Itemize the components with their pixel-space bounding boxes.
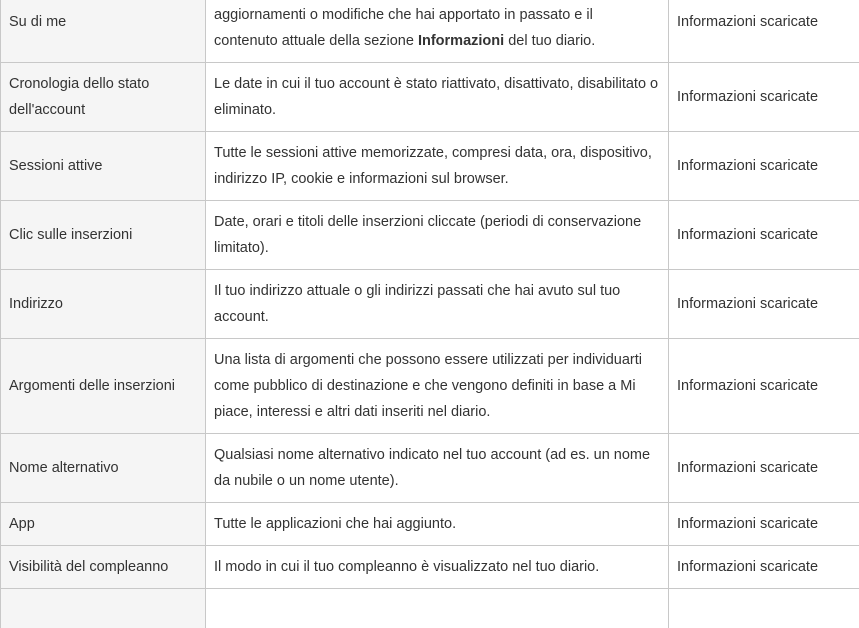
row-name-cell [1,0,206,63]
row-desc-line: del tuo diario. [504,33,596,49]
row-name-cell [1,503,206,546]
table-row [1,0,859,63]
row-status: Informazioni scaricate [677,460,819,476]
row-desc-cell [206,434,669,503]
row-name: Nome alternativo [9,460,119,476]
table-row [1,503,859,546]
row-status-cell [669,589,859,628]
row-name-cell [1,132,206,201]
table-row [1,201,859,270]
row-status: Informazioni scaricate [677,559,819,575]
row-status: Informazioni scaricate [677,296,819,312]
row-desc: Le date in cui il tuo account è stato riattivato, disattivato, disabilitato o eliminato. [214,76,659,118]
row-desc: Tutte le sessioni attive memorizzate, compresi data, ora, dispositivo, indirizzo IP, cookie e informazioni sul browser. [214,145,652,187]
row-desc-line: contenuto attuale della sezione [214,33,418,49]
row-desc: Il tuo indirizzo attuale o gli indirizzi passati che hai avuto sul tuo account. [214,283,621,325]
row-status-cell [669,201,859,270]
row-name: Visibilità del compleanno [9,559,169,575]
row-desc-cell [206,589,669,628]
row-name-cell [1,63,206,132]
row-name-cell [1,434,206,503]
row-name-cell [1,270,206,339]
row-status-cell [669,132,859,201]
row-desc-cell [206,201,669,270]
row-name: Sessioni attive [9,158,103,174]
row-desc-cell [206,270,669,339]
row-name: App [9,516,35,532]
row-status: Informazioni scaricate [677,227,819,243]
row-desc-cell [206,0,669,63]
row-status-cell [669,63,859,132]
table-row [1,63,859,132]
row-status-cell [669,546,859,589]
row-desc: Qualsiasi nome alternativo indicato nel tuo account (ad es. un nome da nubile o un nome utente). [214,447,651,489]
row-name: Argomenti delle inserzioni [9,378,176,394]
row-name-cell [1,546,206,589]
row-name-cell [1,339,206,434]
row-desc: Una lista di argomenti che possono essere utilizzati per individuarti come pubblico di destinazione e che vengono definiti in base a Mi piace, interessi e altri dati inseriti nel diario. [214,352,642,420]
table-row [1,546,859,589]
row-desc-cell [206,339,669,434]
row-status-cell [669,270,859,339]
row-status: Informazioni scaricate [677,378,819,394]
row-status: Informazioni scaricate [677,516,819,532]
table-row [1,434,859,503]
row-desc-line: aggiornamenti o modifiche che hai apportato in passato e il [214,7,593,23]
row-status: Informazioni scaricate [677,14,819,30]
table-row [1,270,859,339]
row-status: Informazioni scaricate [677,158,819,174]
row-status-cell [669,0,859,63]
row-name: Su di me [9,14,67,30]
table-row [1,339,859,434]
table-row [1,132,859,201]
row-desc-bold: Informazioni [417,33,505,49]
row-desc-cell [206,132,669,201]
row-status-cell [669,503,859,546]
row-desc-cell [206,63,669,132]
table-row [1,589,859,628]
row-name: Cronologia dello stato dell'account [9,76,150,118]
row-status-cell [669,339,859,434]
row-desc: Il modo in cui il tuo compleanno è visualizzato nel tuo diario. [214,559,600,575]
row-desc-cell [206,503,669,546]
row-name: Indirizzo [9,296,63,312]
row-desc-cell [206,546,669,589]
row-name: Clic sulle inserzioni [9,227,133,243]
row-name-cell [1,201,206,270]
row-desc: Tutte le applicazioni che hai aggiunto. [214,516,457,532]
row-status: Informazioni scaricate [677,89,819,105]
row-status-cell [669,434,859,503]
row-desc: Date, orari e titoli delle inserzioni cliccate (periodi di conservazione limitato). [214,214,642,256]
row-name-cell [1,589,206,628]
